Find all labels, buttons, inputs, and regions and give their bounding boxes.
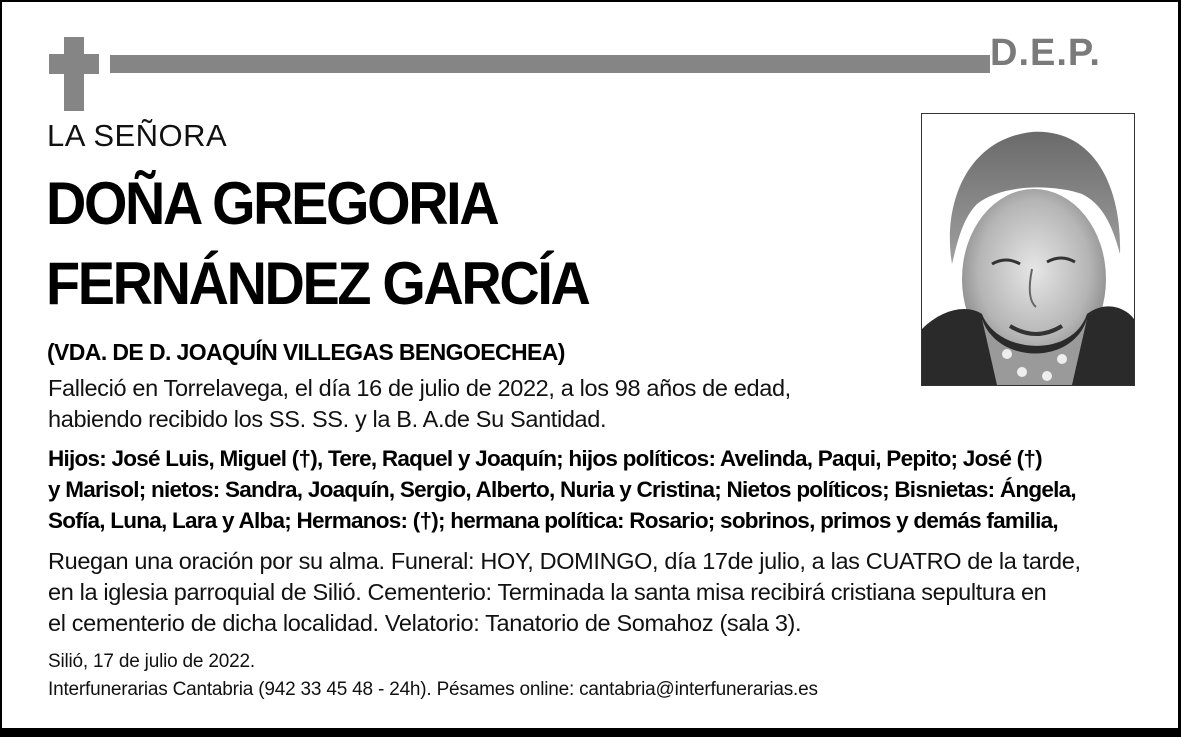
family-line: y Marisol; nietos: Sandra, Joaquín, Sergio, Alberto, Nuria y Cristina; Nietos políticos; Bisnietas: Ángela, — [48, 477, 1076, 502]
widow-of: (VDA. DE D. JOAQUÍN VILLEGAS BENGOECHEA) — [47, 339, 565, 365]
header-rule — [110, 55, 990, 73]
obituary-card — [2, 2, 1178, 728]
death-notice — [48, 373, 791, 435]
funeral-line: en la iglesia parroquial de Silió. Cementerio: Terminada la santa misa recibirá cristiana sepultura en — [48, 579, 1047, 605]
cross-vertical-bar — [64, 37, 84, 111]
portrait-icon — [922, 114, 1134, 385]
deceased-name-line-2: FERNÁNDEZ GARCÍA — [46, 250, 589, 317]
death-notice-line: habiendo recibido los SS. SS. y la B. A.de Su Santidad. — [48, 406, 607, 432]
death-notice-line: Falleció en Torrelavega, el día 16 de julio de 2022, a los 98 años de edad, — [48, 375, 791, 401]
family-line: Sofía, Luna, Lara y Alba; Hermanos: (†); hermana política: Rosario; sobrinos, primos y demás familia, — [48, 508, 1058, 533]
family-line: Hijos: José Luis, Miguel (†), Tere, Raquel y Joaquín; hijos políticos: Avelinda, Paqui, Pepito; José (†) — [48, 446, 1042, 471]
dep-label: D.E.P. — [990, 32, 1101, 74]
funeral-line: Ruegan una oración por su alma. Funeral: HOY, DOMINGO, día 17de julio, a las CUATRO de la tarde, — [48, 548, 1081, 574]
funeral-home-contact: Interfunerarias Cantabria (942 33 45 48 - 24h). Pésames online: cantabria@interfunerarias.es — [48, 679, 818, 700]
funeral-line: el cementerio de dicha localidad. Velatorio: Tanatorio de Somahoz (sala 3). — [48, 610, 802, 636]
honorific: LA SEÑORA — [47, 118, 228, 153]
cross-horizontal-bar — [49, 54, 99, 74]
deceased-photo — [921, 113, 1135, 386]
family-list — [48, 443, 1158, 536]
place-date: Silió, 17 de julio de 2022. — [48, 651, 255, 672]
funeral-details — [48, 546, 1081, 639]
deceased-name-line-1: DOÑA GREGORIA — [46, 170, 498, 237]
